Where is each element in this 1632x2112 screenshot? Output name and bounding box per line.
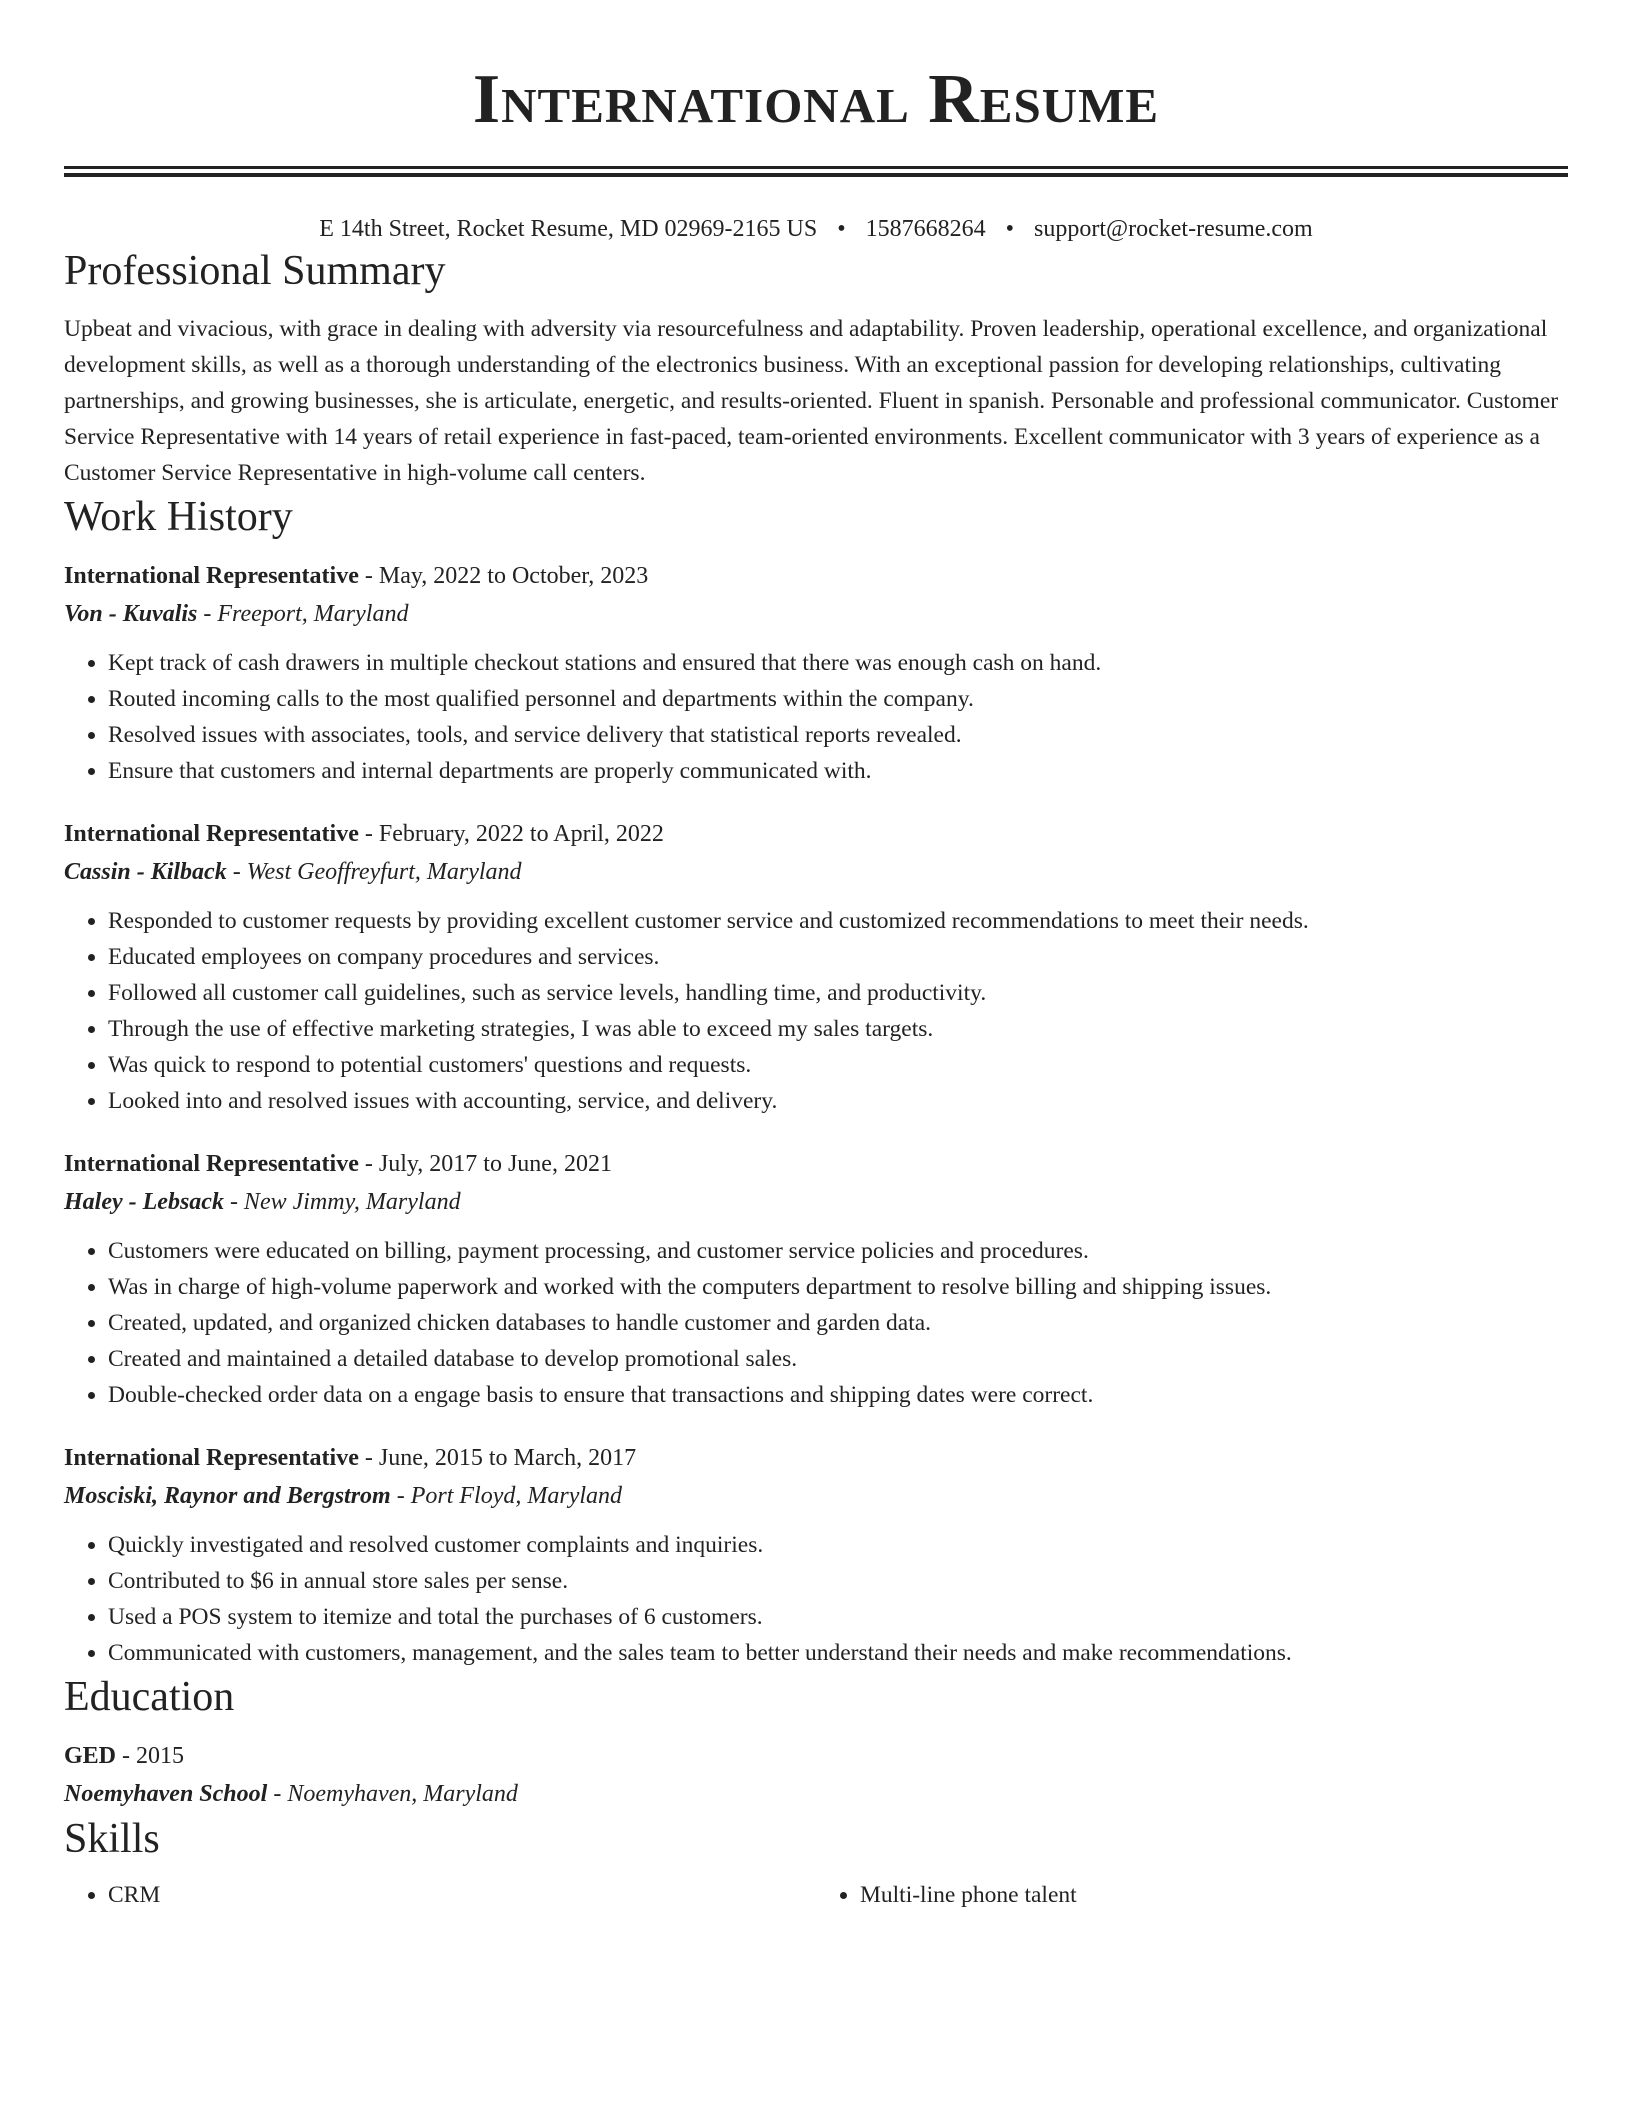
job-bullets (64, 903, 1568, 1119)
skills-list (64, 1877, 1568, 1913)
education-entry (64, 1737, 1568, 1813)
list-item: • Contributed to $6 in annual store sales per sense. (108, 1563, 1568, 1599)
education-degree: GED (64, 1743, 117, 1769)
contact-line (64, 213, 1568, 245)
list-item: • Created and maintained a detailed database to develop promotional sales. (108, 1341, 1568, 1377)
job-company: Haley - Lebsack (64, 1189, 224, 1215)
skills-column-right (816, 1877, 1568, 1913)
job-dates: - May, 2022 to October, 2023 (358, 563, 649, 589)
education-school: Noemyhaven School (64, 1781, 268, 1807)
job-title-line (64, 815, 1568, 853)
job-company-line (64, 595, 1568, 633)
job-title-line (64, 1145, 1568, 1183)
work-history-heading: Work History (64, 494, 293, 540)
list-item: • Routed incoming calls to the most qualified personnel and departments within the company. (108, 681, 1568, 717)
list-item: • Was quick to respond to potential customers' questions and requests. (108, 1047, 1568, 1083)
job-role: International Representative (64, 821, 359, 847)
job-location: - Freeport, Maryland (197, 601, 409, 627)
list-item: • Quickly investigated and resolved customer complaints and inquiries. (108, 1527, 1568, 1563)
list-item: • Responded to customer requests by providing excellent customer service and customized recommendations to meet their needs. (108, 903, 1568, 939)
job-role: International Representative (64, 563, 359, 589)
job-title-line (64, 1439, 1568, 1477)
title-divider (64, 166, 1568, 169)
job-role: International Representative (64, 1445, 359, 1471)
summary-text: Upbeat and vivacious, with grace in dealing with adversity via resourcefulness and adaptability. Proven leadership, operational excellence, and organizational development skills, as well as a thorough understanding of the electronics business. With an exceptional passion for developing relationships, cultivating partnerships, and growing businesses, she is articulate, energetic, and results-oriented. Fluent in spanish. Personable and professional communicator. Customer Service Representative with 14 years of retail experience in fast-paced, team-oriented environments. Excellent communicator with 3 years of experience as a Customer Service Representative in high-volume call centers. (64, 316, 1559, 486)
list-item: • Communicated with customers, management, and the sales team to better understand their needs and make recommendations. (108, 1635, 1568, 1671)
job-dates: - July, 2017 to June, 2021 (358, 1151, 612, 1177)
job-bullets (64, 1233, 1568, 1413)
job-company-line (64, 1183, 1568, 1221)
education-year: - 2015 (116, 1743, 185, 1769)
resume-title: International Resume (472, 61, 1160, 138)
job-entry (64, 557, 1568, 789)
contact-email: support@rocket-resume.com (1034, 216, 1313, 242)
job-location: - New Jimmy, Maryland (223, 1189, 461, 1215)
contact-address: E 14th Street, Rocket Resume, MD 02969-2165 US (319, 216, 818, 242)
contact-phone: 1587668264 (865, 216, 986, 242)
education-location: - Noemyhaven, Maryland (267, 1781, 518, 1807)
job-entry (64, 815, 1568, 1119)
education-degree-line (64, 1737, 1568, 1775)
job-location: - West Geoffreyfurt, Maryland (226, 859, 522, 885)
contact-separator: • (1005, 216, 1015, 242)
job-entry (64, 1145, 1568, 1413)
list-item: • Followed all customer call guidelines, such as service levels, handling time, and productivity. (108, 975, 1568, 1011)
skills-column-left (64, 1877, 816, 1913)
list-item: • Customers were educated on billing, payment processing, and customer service policies and procedures. (108, 1233, 1568, 1269)
job-dates: - February, 2022 to April, 2022 (358, 821, 664, 847)
job-company: Von - Kuvalis (64, 601, 198, 627)
list-item: • Through the use of effective marketing strategies, I was able to exceed my sales targets. (108, 1011, 1568, 1047)
skill-item: • Multi-line phone talent (860, 1877, 1568, 1913)
job-company-line (64, 853, 1568, 891)
job-company: Cassin - Kilback (64, 859, 227, 885)
list-item: • Educated employees on company procedures and services. (108, 939, 1568, 975)
skill-item: • CRM (108, 1877, 816, 1913)
education-heading: Education (64, 1674, 235, 1720)
list-item: • Double-checked order data on a engage basis to ensure that transactions and shipping dates were correct. (108, 1377, 1568, 1413)
list-item: • Kept track of cash drawers in multiple checkout stations and ensured that there was enough cash on hand. (108, 645, 1568, 681)
list-item: • Used a POS system to itemize and total the purchases of 6 customers. (108, 1599, 1568, 1635)
list-item: • Looked into and resolved issues with accounting, service, and delivery. (108, 1083, 1568, 1119)
job-role: International Representative (64, 1151, 359, 1177)
list-item: • Created, updated, and organized chicken databases to handle customer and garden data. (108, 1305, 1568, 1341)
job-bullets (64, 1527, 1568, 1671)
summary-heading: Professional Summary (64, 248, 446, 294)
job-company-line (64, 1477, 1568, 1515)
job-bullets (64, 645, 1568, 789)
job-location: - Port Floyd, Maryland (390, 1483, 623, 1509)
job-entry (64, 1439, 1568, 1671)
list-item: • Resolved issues with associates, tools, and service delivery that statistical reports revealed. (108, 717, 1568, 753)
list-item: • Ensure that customers and internal departments are properly communicated with. (108, 753, 1568, 789)
job-company: Mosciski, Raynor and Bergstrom (64, 1483, 391, 1509)
job-title-line (64, 557, 1568, 595)
job-dates: - June, 2015 to March, 2017 (358, 1445, 637, 1471)
education-school-line (64, 1775, 1568, 1813)
contact-separator: • (837, 216, 846, 242)
skills-heading: Skills (64, 1816, 160, 1862)
list-item: • Was in charge of high-volume paperwork and worked with the computers department to resolve billing and shipping issues. (108, 1269, 1568, 1305)
